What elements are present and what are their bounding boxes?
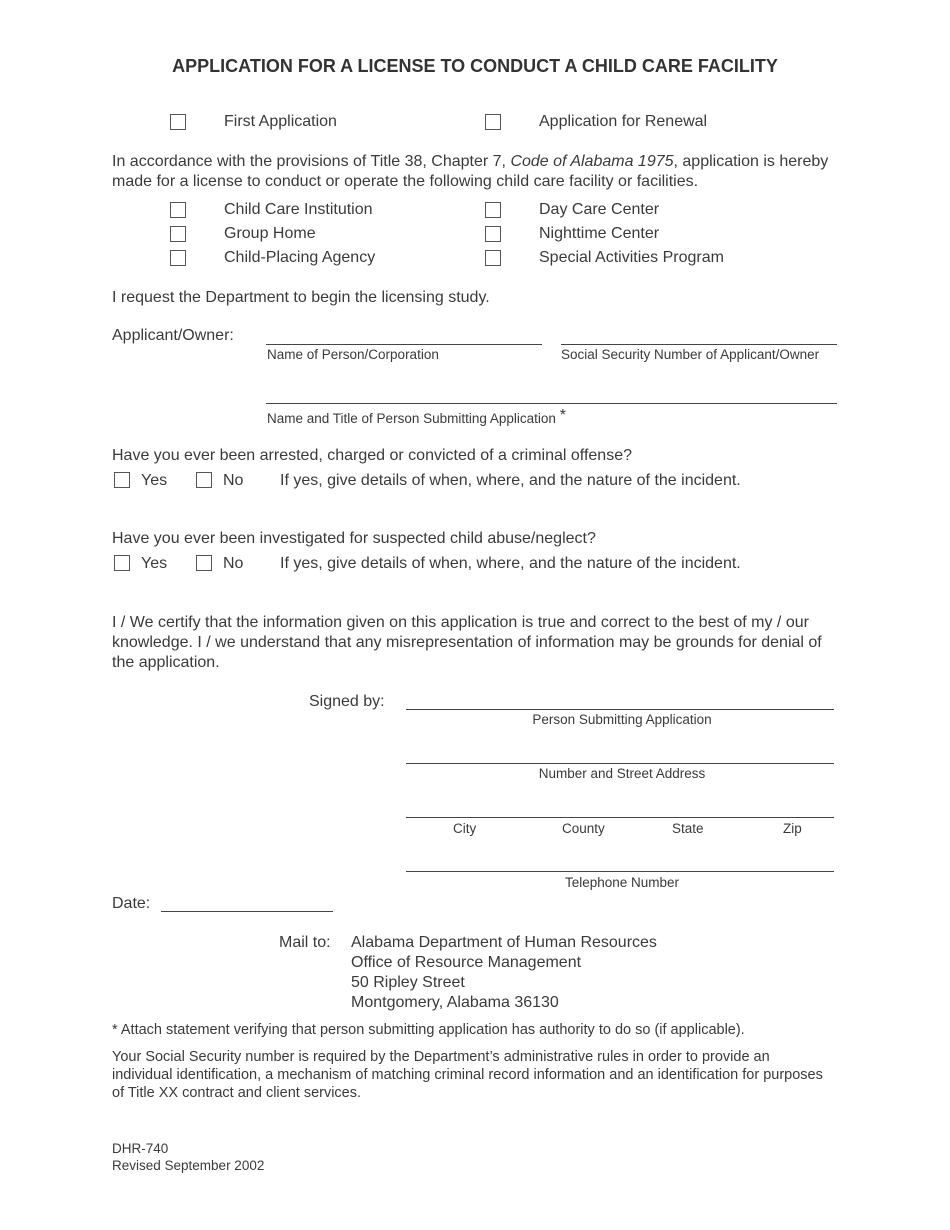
- applicant-owner-label: Applicant/Owner:: [112, 327, 234, 344]
- city-caption: City: [453, 821, 477, 836]
- first-application-label: First Application: [224, 113, 337, 130]
- mail-address-line-3: 50 Ripley Street: [351, 974, 465, 991]
- applicant-ssn-caption: Social Security Number of Applicant/Owner: [561, 347, 820, 362]
- child-placing-agency-checkbox[interactable]: [170, 250, 186, 266]
- child-abuse-question: Have you ever been investigated for suspected child abuse/neglect?: [112, 530, 596, 547]
- group-home-label: Group Home: [224, 225, 316, 242]
- mail-address-line-2: Office of Resource Management: [351, 954, 582, 971]
- day-care-center-checkbox[interactable]: [485, 202, 501, 218]
- signature-line[interactable]: [406, 709, 834, 710]
- applicant-name-caption: Name of Person/Corporation: [267, 347, 439, 362]
- applicant-name-line[interactable]: [266, 344, 542, 345]
- abuse-yes-checkbox[interactable]: [114, 555, 130, 571]
- abuse-yes-label: Yes: [141, 555, 168, 572]
- group-home-checkbox[interactable]: [170, 226, 186, 242]
- intro-text-start: In accordance with the provisions of Title 38, Chapter 7,: [112, 153, 511, 170]
- submitter-caption-text: Name and Title of Person Submitting Application: [267, 411, 556, 426]
- state-caption: State: [672, 821, 704, 836]
- special-activities-checkbox[interactable]: [485, 250, 501, 266]
- criminal-yes-label: Yes: [141, 472, 168, 489]
- county-caption: County: [562, 821, 605, 836]
- criminal-offense-question: Have you ever been arrested, charged or convicted of a criminal offense?: [112, 447, 632, 464]
- applicant-ssn-line[interactable]: [561, 344, 837, 345]
- abuse-no-checkbox[interactable]: [196, 555, 212, 571]
- submitter-name-caption: [267, 407, 566, 428]
- criminal-yes-checkbox[interactable]: [114, 472, 130, 488]
- day-care-center-label: Day Care Center: [539, 201, 660, 218]
- telephone-line[interactable]: [406, 871, 834, 872]
- renewal-application-checkbox[interactable]: [485, 114, 501, 130]
- form-title: APPLICATION FOR A LICENSE TO CONDUCT A CHILD CARE FACILITY: [172, 56, 778, 76]
- submitter-name-line[interactable]: [266, 403, 837, 404]
- intro-code-title: Code of Alabama 1975: [510, 153, 674, 170]
- mail-address-line-4: Montgomery, Alabama 36130: [351, 994, 559, 1011]
- nighttime-center-checkbox[interactable]: [485, 226, 501, 242]
- authority-footnote: * Attach statement verifying that person submitting application has authority to do so (if applicable).: [112, 1022, 745, 1038]
- child-care-institution-checkbox[interactable]: [170, 202, 186, 218]
- zip-caption: Zip: [783, 821, 802, 836]
- criminal-no-label: No: [223, 472, 244, 489]
- criminal-no-checkbox[interactable]: [196, 472, 212, 488]
- person-submitting-caption: Person Submitting Application: [532, 712, 712, 727]
- date-label: Date:: [112, 895, 151, 912]
- revision-date: Revised September 2002: [112, 1158, 265, 1173]
- special-activities-label: Special Activities Program: [539, 249, 724, 266]
- child-placing-agency-label: Child-Placing Agency: [224, 249, 376, 266]
- renewal-application-label: Application for Renewal: [539, 113, 708, 130]
- criminal-detail-instruction: If yes, give details of when, where, and the nature of the incident.: [280, 472, 741, 489]
- ssn-notice: Your Social Security number is required by the Department’s administrative rules in order to provide an individual identification, a mechanism of matching criminal record information and an identification for purposes of Title XX contract and client services.: [112, 1049, 823, 1101]
- child-care-institution-label: Child Care Institution: [224, 201, 373, 218]
- city-county-state-zip-line[interactable]: [406, 817, 834, 818]
- form-number: DHR-740: [112, 1141, 169, 1156]
- licensing-request-text: I request the Department to begin the licensing study.: [112, 289, 490, 306]
- signed-by-label: Signed by:: [309, 693, 385, 710]
- intro-text-end: , application is hereby made for a license to conduct or operate the following child care facility or facilities.: [112, 153, 829, 190]
- nighttime-center-label: Nighttime Center: [539, 225, 660, 242]
- telephone-caption: Telephone Number: [564, 875, 680, 890]
- date-line[interactable]: [161, 911, 333, 912]
- abuse-no-label: No: [223, 555, 244, 572]
- certification-paragraph: I / We certify that the information given on this application is true and correct to the best of my / our knowledge. I / we understand that any misrepresentation of information may be grounds for denial of the application.: [112, 614, 822, 671]
- street-address-caption: Number and Street Address: [538, 766, 706, 781]
- mail-to-label: Mail to:: [279, 934, 331, 951]
- street-address-line[interactable]: [406, 763, 834, 764]
- submitter-asterisk: *: [559, 407, 566, 424]
- abuse-detail-instruction: If yes, give details of when, where, and the nature of the incident.: [280, 555, 741, 572]
- intro-paragraph: [112, 152, 842, 192]
- first-application-checkbox[interactable]: [170, 114, 186, 130]
- mail-address-line-1: Alabama Department of Human Resources: [351, 934, 657, 951]
